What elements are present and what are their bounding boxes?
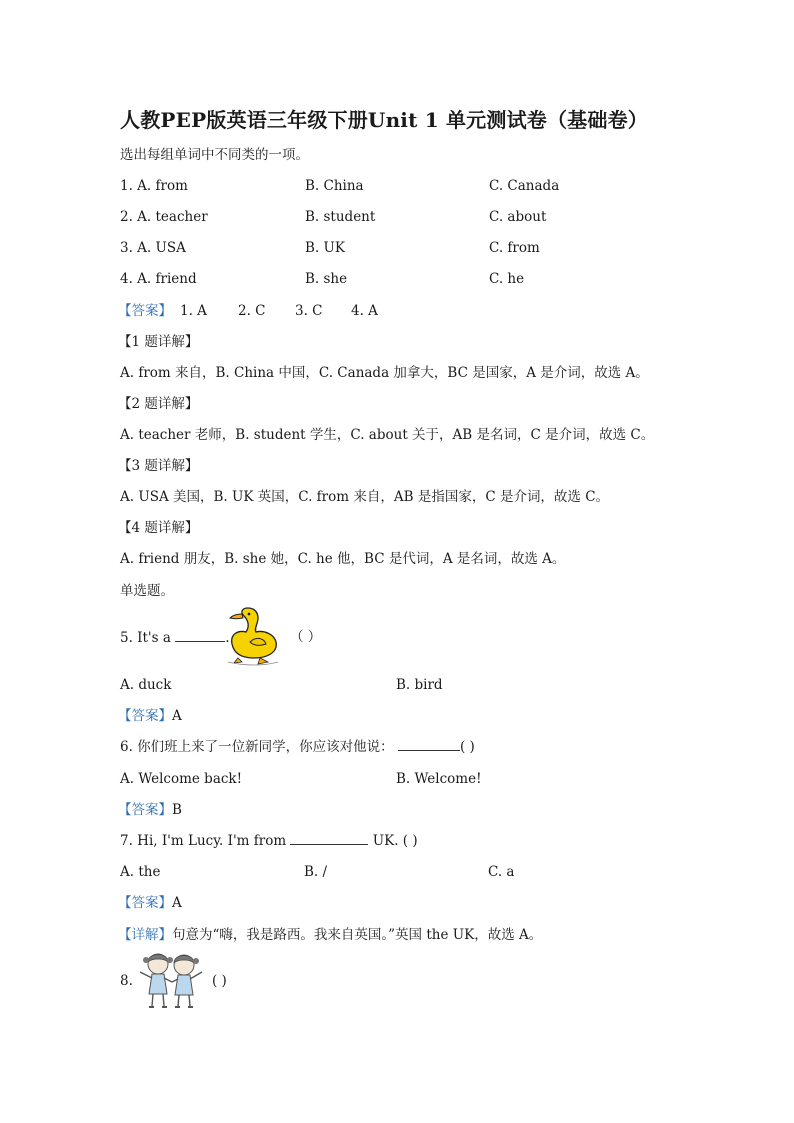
q2-option-a: 2. A. teacher	[120, 209, 208, 225]
q4-option-c: C. he	[489, 271, 525, 287]
answer-2: 2. C	[238, 303, 266, 319]
detail-4-label: 【4 题详解】	[118, 520, 199, 536]
q7-answer-value: A	[172, 895, 182, 911]
q5-answer-value: A	[172, 708, 182, 724]
q6-option-a: A. Welcome back!	[120, 771, 243, 787]
detail-3-label: 【3 题详解】	[118, 458, 199, 474]
section2-instruction: 单选题。	[120, 583, 174, 599]
q7-detail	[118, 926, 542, 944]
q7-detail-label: 【详解】	[118, 927, 172, 943]
q7-option-a: A. the	[120, 864, 161, 880]
q7-stem	[120, 832, 418, 850]
detail-2-label: 【2 题详解】	[118, 396, 199, 412]
q6-answer	[118, 801, 182, 819]
q6-answer-label: 【答案】	[118, 802, 172, 818]
detail-2-text: A. teacher 老师，B. student 学生，C. about 关于，AB 是名词，C 是介词，故选 C。	[120, 427, 655, 443]
q1-option-a: 1. A. from	[120, 178, 188, 194]
answer-label: 【答案】	[118, 303, 172, 319]
q5-dot: .	[225, 630, 230, 646]
q4-option-b: B. she	[305, 271, 348, 287]
section1-instruction: 选出每组单词中不同类的一项。	[120, 147, 309, 163]
q1-option-c: C. Canada	[489, 178, 560, 194]
two-girls-icon	[138, 950, 204, 1010]
q6-blank	[398, 738, 460, 751]
q5-paren: （ ）	[290, 629, 322, 645]
q2-option-c: C. about	[489, 209, 547, 225]
answer-3: 3. C	[295, 303, 323, 319]
q3-option-a: 3. A. USA	[120, 240, 186, 256]
detail-4-text: A. friend 朋友，B. she 她，C. he 他，BC 是代词，A 是名词，故选 A。	[120, 551, 566, 567]
q3-option-b: B. UK	[305, 240, 345, 256]
q5-stem-text: 5. It's a	[120, 630, 171, 646]
q6-answer-value: B	[172, 802, 182, 818]
answer-4: 4. A	[351, 303, 378, 319]
q6-paren: ( )	[459, 739, 475, 755]
q7-option-c: C. a	[488, 864, 515, 880]
duck-illustration	[224, 606, 280, 666]
q5-answer-label: 【答案】	[118, 708, 172, 724]
q1-option-b: B. China	[305, 178, 364, 194]
q2-option-b: B. student	[305, 209, 376, 225]
detail-1-label: 【1 题详解】	[118, 334, 199, 350]
q7-detail-text: 句意为“嗨，我是路西。我来自英国。”英国 the UK，故选 A。	[172, 927, 543, 943]
q5-answer	[118, 707, 182, 725]
q5-blank	[175, 629, 225, 642]
q8-paren: ( )	[212, 973, 227, 989]
q7-answer	[118, 894, 182, 912]
q5-stem	[120, 629, 230, 647]
two-girls-illustration	[138, 950, 204, 1010]
detail-3-text: A. USA 美国，B. UK 英国，C. from 来自，AB 是指国家，C 是介词，故选 C。	[120, 489, 610, 505]
q4-option-a: 4. A. friend	[120, 271, 197, 287]
detail-1-text: A. from 来自，B. China 中国，C. Canada 加拿大，BC 是国家，A 是介词，故选 A。	[120, 365, 649, 381]
q8-stem: 8.	[120, 973, 133, 989]
q5-option-a: A. duck	[120, 677, 172, 693]
q7-option-b: B. /	[304, 864, 328, 880]
q7-answer-label: 【答案】	[118, 895, 172, 911]
q3-option-c: C. from	[489, 240, 540, 256]
duck-icon	[224, 606, 280, 666]
page-title: 人教PEP版英语三年级下册Unit 1 单元测试卷（基础卷）	[120, 108, 648, 132]
q7-blank	[290, 832, 368, 845]
q7-tail: UK. ( )	[372, 833, 418, 849]
q6-option-b: B. Welcome!	[396, 771, 482, 787]
q6-stem-text: 6. 你们班上来了一位新同学，你应该对他说：	[120, 739, 394, 755]
answer-1: 1. A	[180, 303, 207, 319]
q7-stem-text: 7. Hi, I'm Lucy. I'm from	[120, 833, 287, 849]
q6-stem	[120, 738, 475, 756]
q5-option-b: B. bird	[396, 677, 443, 693]
